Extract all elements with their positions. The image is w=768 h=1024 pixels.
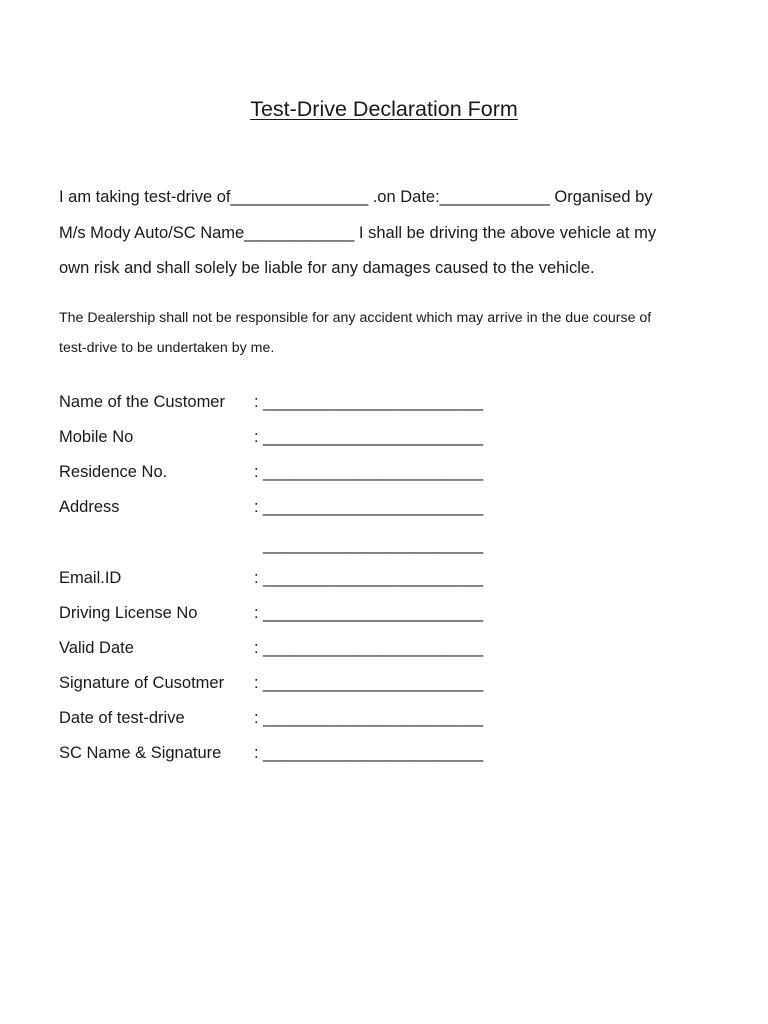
field-colon: : xyxy=(254,744,259,762)
field-colon: : xyxy=(254,639,259,657)
address-blank-line-2[interactable]: ________________________ xyxy=(263,536,484,554)
customer-name-blank[interactable]: ________________________ xyxy=(263,393,484,411)
customer-signature-blank[interactable]: ________________________ xyxy=(263,674,484,692)
field-label: Residence No. xyxy=(59,463,168,481)
declaration-line-1: I am taking test-drive of_______________ .on Date:____________ Organised by xyxy=(59,188,653,206)
declaration-paragraph xyxy=(59,180,719,287)
field-address xyxy=(59,492,499,522)
driving-license-no-blank[interactable]: ________________________ xyxy=(263,604,484,622)
field-label: Driving License No xyxy=(59,604,198,622)
field-colon: : xyxy=(254,569,259,587)
field-label: Signature of Cusotmer xyxy=(59,674,225,692)
valid-date-blank[interactable]: ________________________ xyxy=(263,639,484,657)
page-title: Test-Drive Declaration Form xyxy=(250,97,518,121)
field-label: Address xyxy=(59,498,120,516)
declaration-line-2: M/s Mody Auto/SC Name____________ I shall be driving the above vehicle at my xyxy=(59,223,657,242)
field-customer-signature xyxy=(59,668,499,698)
field-residence-no xyxy=(59,457,499,487)
field-colon: : xyxy=(254,463,259,481)
field-label: SC Name & Signature xyxy=(59,744,222,762)
field-colon: : xyxy=(254,604,259,622)
residence-no-blank[interactable]: ________________________ xyxy=(263,463,484,481)
field-test-drive-date xyxy=(59,703,499,733)
mobile-no-blank[interactable]: ________________________ xyxy=(263,428,484,446)
address-blank-line-1[interactable]: ________________________ xyxy=(263,498,484,516)
field-driving-license-no xyxy=(59,598,499,628)
field-sc-name-signature xyxy=(59,738,499,768)
field-label: Valid Date xyxy=(59,639,134,657)
field-email-id xyxy=(59,563,499,593)
field-label: Date of test-drive xyxy=(59,709,185,727)
field-valid-date xyxy=(59,633,499,663)
field-colon: : xyxy=(254,428,259,446)
field-label: Email.ID xyxy=(59,569,122,587)
field-colon: : xyxy=(254,674,259,692)
field-colon: : xyxy=(254,498,259,516)
sc-name-signature-blank[interactable]: ________________________ xyxy=(263,744,484,762)
email-id-blank[interactable]: ________________________ xyxy=(263,569,484,587)
field-mobile-no xyxy=(59,422,499,452)
dealership-disclaimer xyxy=(59,304,719,363)
field-label: Name of the Customer xyxy=(59,393,225,411)
field-label: Mobile No xyxy=(59,428,134,446)
field-customer-name xyxy=(59,387,499,417)
disclaimer-line-2: test-drive to be undertaken by me. xyxy=(59,339,275,356)
field-colon: : xyxy=(254,709,259,727)
disclaimer-line-1: The Dealership shall not be responsible for any accident which may arrive in the due course of xyxy=(59,310,652,326)
field-colon: : xyxy=(254,393,259,411)
field-address-continued xyxy=(59,530,499,560)
declaration-line-3: own risk and shall solely be liable for any damages caused to the vehicle. xyxy=(59,259,595,277)
test-drive-date-blank[interactable]: ________________________ xyxy=(263,709,484,727)
